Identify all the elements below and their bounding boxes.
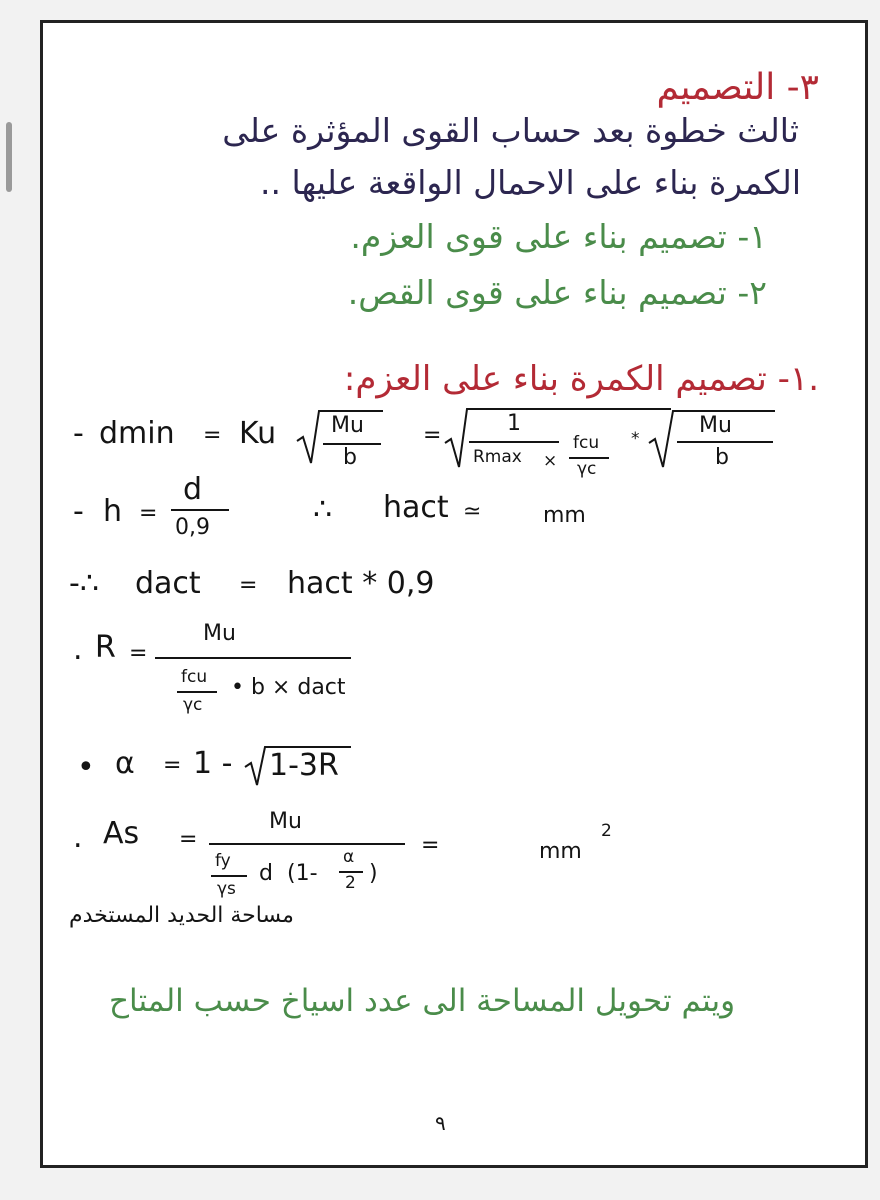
gamma-c-denominator: γc	[183, 695, 203, 715]
equals-sign: =	[421, 833, 440, 858]
rmax-denominator: Rmax	[473, 447, 522, 467]
equals-sign: =	[129, 641, 148, 666]
fraction-line	[677, 441, 773, 443]
approx-sign: ≃	[463, 499, 482, 524]
conversion-note: ويتم تحويل المساحة الى عدد اسياخ حسب المتاح	[109, 983, 736, 1019]
one-numerator: 1	[507, 411, 521, 436]
fcu-numerator: fcu	[573, 433, 600, 453]
alpha-lhs: α	[115, 746, 135, 781]
fraction-line	[211, 875, 247, 877]
bullet: -∴	[69, 566, 99, 601]
equals-sign: =	[179, 827, 198, 852]
section-title: ٣- التصميم	[656, 67, 819, 108]
d-term: d	[259, 861, 273, 886]
dact-rhs: hact * 0,9	[287, 566, 435, 601]
gamma-c-denominator: γc	[577, 459, 597, 479]
intro-line-1: ثالث خطوة بعد حساب القوى المؤثرة على	[222, 111, 799, 150]
alpha-numerator: α	[343, 847, 355, 867]
fcu-numerator: fcu	[181, 667, 208, 687]
star-sign: *	[631, 429, 640, 449]
handwritten-page	[40, 20, 868, 1168]
paren-close: )	[369, 861, 378, 886]
fraction-numerator: d	[183, 472, 203, 507]
h-actual: hact	[383, 490, 449, 525]
scrollbar-thumb[interactable]	[6, 122, 12, 192]
fraction-denominator: b	[715, 445, 729, 470]
bullet: -	[73, 494, 84, 529]
alpha-rhs-prefix: 1 -	[193, 746, 233, 781]
equals-sign: =	[239, 573, 258, 598]
as-lhs: As	[103, 816, 140, 851]
fraction-line	[155, 657, 351, 659]
fraction-line	[177, 691, 217, 693]
fraction-numerator: Mu	[269, 809, 302, 834]
design-item-2: ٢- تصميم بناء على قوى القص.	[347, 273, 767, 312]
r-denominator-rest: • b × dact	[231, 675, 346, 700]
times-sign: ×	[543, 451, 558, 471]
fy-numerator: fy	[215, 851, 231, 871]
bullet: •	[77, 750, 95, 785]
design-item-1: ١- تصميم بناء على قوى العزم.	[350, 217, 767, 256]
gamma-s-denominator: γs	[217, 879, 236, 899]
unit-exponent: 2	[601, 821, 612, 841]
unit-mm: mm	[539, 839, 582, 864]
fraction-numerator: Mu	[699, 413, 732, 438]
as-label: مساحة الحديد المستخدم	[69, 903, 294, 928]
fraction-line	[209, 843, 405, 845]
r-lhs: R	[95, 630, 116, 665]
intro-line-2: الكمرة بناء على الاحمال الواقعة عليها ..	[260, 163, 801, 202]
radicand: 1-3R	[269, 748, 339, 783]
dmin-lhs: dmin	[99, 416, 175, 451]
bullet: -	[73, 416, 84, 451]
equals-sign: =	[423, 423, 442, 448]
h-lhs: h	[103, 494, 123, 529]
two-denominator: 2	[345, 873, 356, 893]
dact-lhs: dact	[135, 566, 201, 601]
fraction-denominator: b	[343, 445, 357, 470]
equals-sign: =	[203, 423, 222, 448]
ku-coefficient: Ku	[239, 416, 277, 451]
unit-mm: mm	[543, 503, 586, 528]
equals-sign: =	[163, 753, 182, 778]
bullet: .	[73, 632, 83, 667]
bullet: .	[73, 820, 83, 855]
fraction-denominator: 0,9	[175, 515, 210, 540]
subsection-title: .١- تصميم الكمرة بناء على العزم:	[343, 359, 819, 399]
fraction-numerator: Mu	[331, 413, 364, 438]
therefore-sign: ∴	[313, 492, 333, 527]
equals-sign: =	[139, 501, 158, 526]
paren-open: (1-	[287, 861, 318, 886]
page-number: ٩	[435, 1111, 446, 1135]
fraction-numerator: Mu	[203, 621, 236, 646]
fraction-line	[469, 441, 559, 443]
fraction-line	[171, 509, 229, 511]
